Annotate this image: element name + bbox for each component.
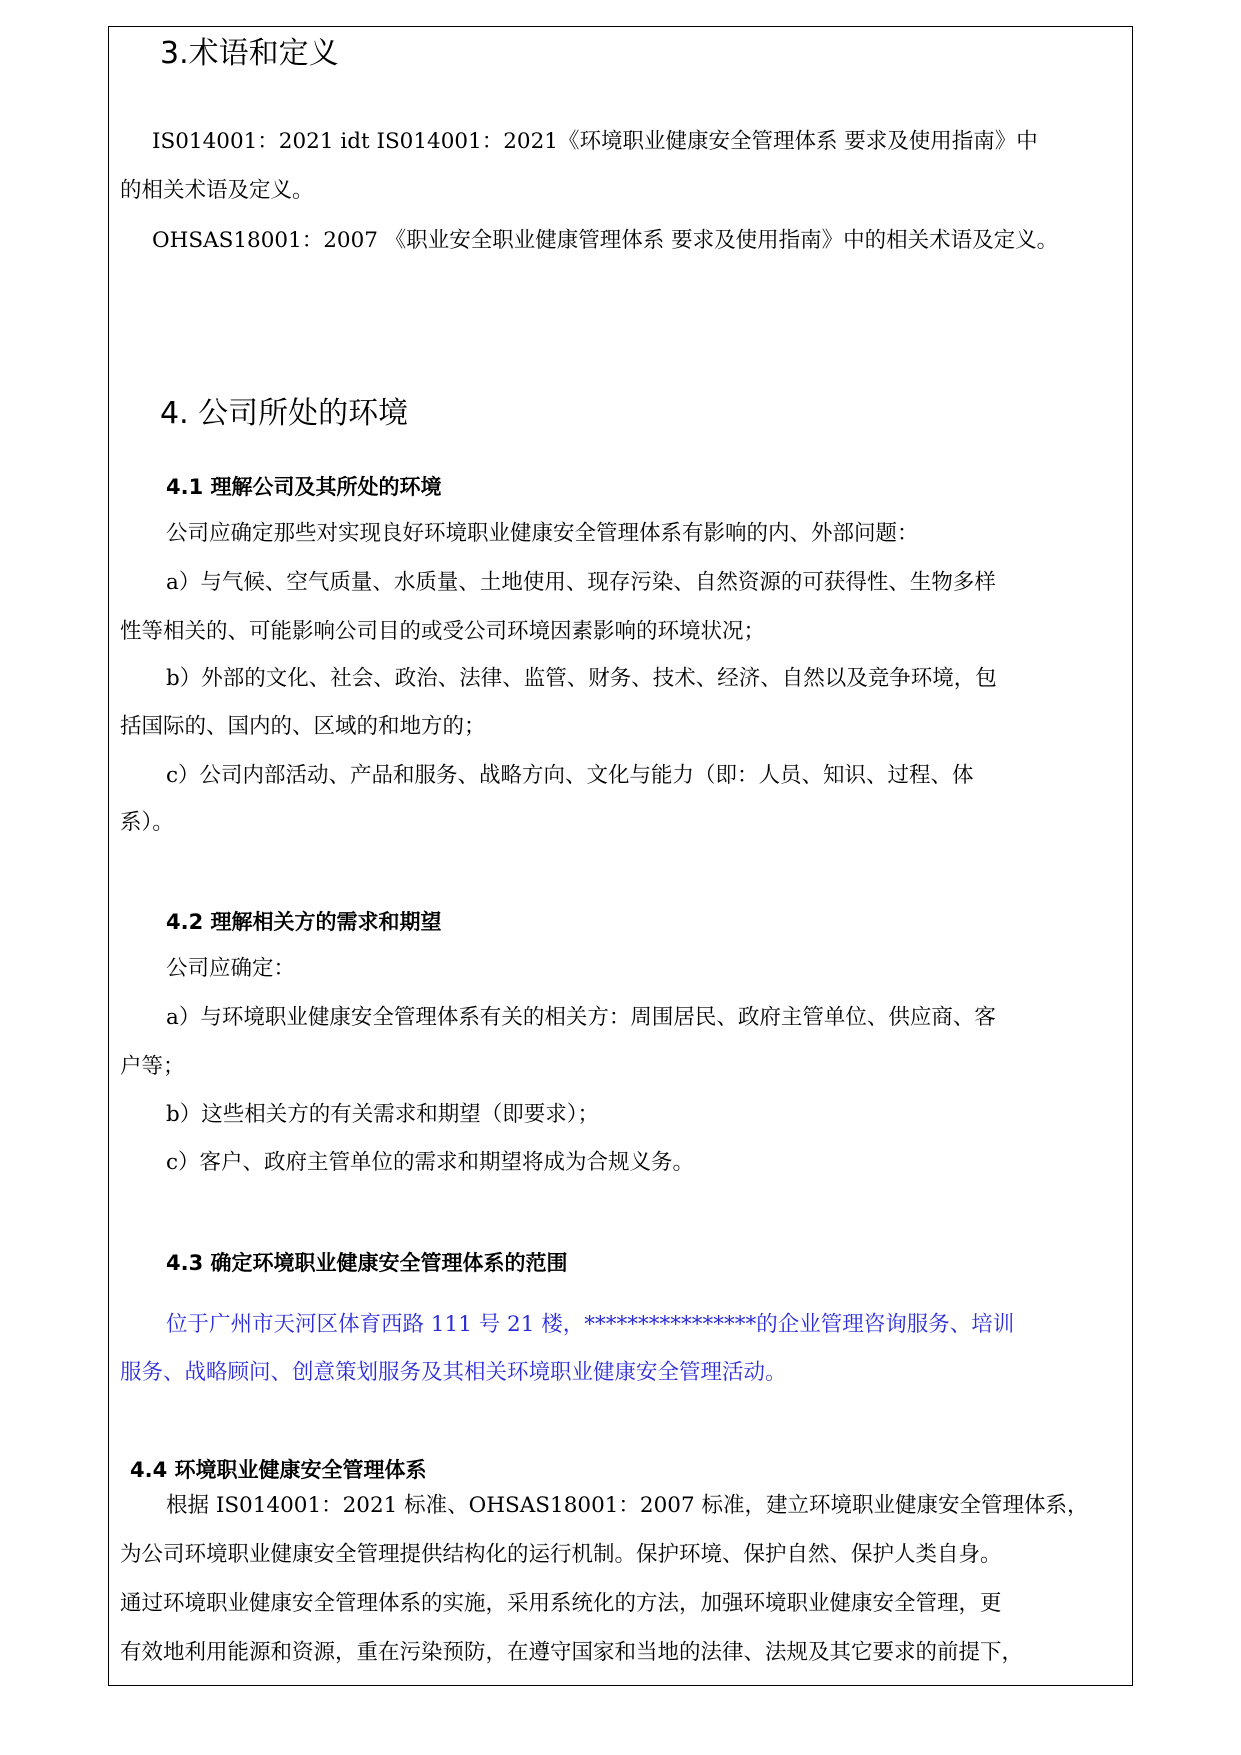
page-frame [108, 26, 1133, 1686]
section-4-1-item-b-line2: 括国际的、国内的、区域的和地方的； [120, 714, 486, 739]
section-4-1-heading: 4.1 理解公司及其所处的环境 [166, 475, 442, 499]
section-4-4-heading: 4.4 环境职业健康安全管理体系 [130, 1458, 427, 1482]
section-4-2-item-a-line1: a）与环境职业健康安全管理体系有关的相关方：周围居民、政府主管单位、供应商、客 [166, 1005, 996, 1030]
section-4-1-intro: 公司应确定那些对实现良好环境职业健康安全管理体系有影响的内、外部问题： [166, 521, 919, 546]
section-4-1-item-a-line1: a）与气候、空气质量、水质量、土地使用、现存污染、自然资源的可获得性、生物多样 [166, 570, 996, 595]
section-3-para2-line1: OHSAS18001：2007 《职业安全职业健康管理体系 要求及使用指南》中的相关术语及定义。 [152, 228, 1059, 253]
section-3-para1-line2: 的相关术语及定义。 [120, 178, 314, 203]
section-3-para1-line1: IS014001：2021 idt IS014001：2021《环境职业健康安全管理体系 要求及使用指南》中 [152, 129, 1038, 154]
section-4-2-intro: 公司应确定： [166, 956, 296, 981]
section-4-4-line3: 通过环境职业健康安全管理体系的实施，采用系统化的方法，加强环境职业健康安全管理，更 [120, 1591, 1002, 1616]
section-4-3-scope-line2: 服务、战略顾问、创意策划服务及其相关环境职业健康安全管理活动。 [120, 1360, 787, 1385]
section-4-2-heading: 4.2 理解相关方的需求和期望 [166, 910, 442, 934]
section-4-1-item-b-line1: b）外部的文化、社会、政治、法律、监管、财务、技术、经济、自然以及竞争环境，包 [166, 666, 997, 691]
section-4-title: 4. 公司所处的环境 [160, 396, 409, 431]
section-4-4-line2: 为公司环境职业健康安全管理提供结构化的运行机制。保护环境、保护自然、保护人类自身。 [120, 1542, 1002, 1567]
section-4-1-item-c-line2: 系）。 [120, 810, 174, 835]
section-4-1-item-c-line1: c）公司内部活动、产品和服务、战略方向、文化与能力（即：人员、知识、过程、体 [166, 763, 974, 788]
section-4-2-item-b-line1: b）这些相关方的有关需求和期望（即要求）； [166, 1102, 600, 1127]
section-4-3-heading: 4.3 确定环境职业健康安全管理体系的范围 [166, 1251, 568, 1275]
section-4-2-item-c-line1: c）客户、政府主管单位的需求和期望将成为合规义务。 [166, 1150, 695, 1175]
section-4-3-scope-line1: 位于广州市天河区体育西路 111 号 21 楼，****************的企业管理咨询服务、培训 [166, 1312, 1015, 1337]
section-4-4-line4: 有效地利用能源和资源，重在污染预防，在遵守国家和当地的法律、法规及其它要求的前提下， [120, 1640, 1024, 1665]
section-4-1-item-a-line2: 性等相关的、可能影响公司目的或受公司环境因素影响的环境状况； [120, 619, 766, 644]
section-4-4-line1: 根据 IS014001：2021 标准、OHSAS18001：2007 标准，建立环境职业健康安全管理体系， [166, 1493, 1089, 1518]
section-3-title: 3.术语和定义 [160, 36, 339, 71]
section-4-2-item-a-line2: 户等； [120, 1054, 185, 1079]
